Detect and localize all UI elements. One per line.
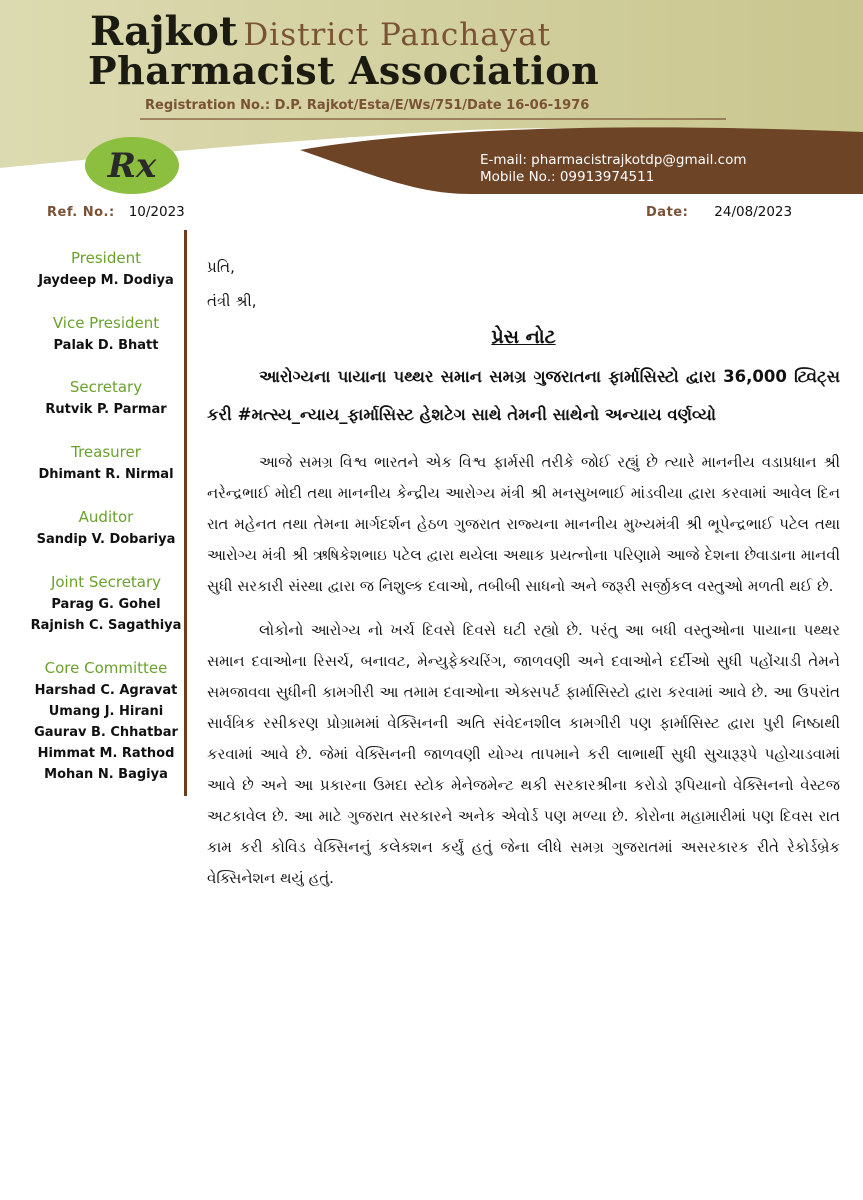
role-title: Vice President	[52, 314, 160, 332]
salutation-to: પ્રતિ,	[207, 258, 235, 276]
role-core-committee	[28, 659, 184, 785]
role-title: Joint Secretary	[50, 573, 162, 591]
role-title: Auditor	[78, 508, 134, 526]
ref-value: 10/2023	[128, 204, 185, 220]
role-president	[28, 249, 184, 291]
rx-logo-text: Rx	[107, 145, 157, 186]
member-name: Umang J. Hirani	[48, 704, 164, 719]
registration-number: Registration No.: D.P. Rajkot/Esta/E/Ws/751/Date 16-06-1976	[145, 98, 590, 113]
role-joint-secretary	[28, 573, 184, 636]
press-note-heading: પ્રેસ નોટ	[491, 326, 556, 348]
contact-info	[480, 152, 747, 186]
ref-number	[47, 204, 185, 220]
member-name: Gaurav B. Chhatbar	[34, 725, 178, 740]
member-name: Sandip V. Dobariya	[36, 532, 176, 547]
title-pharmacist-association: Pharmacist Association	[88, 48, 600, 93]
member-name: Mohan N. Bagiya	[44, 767, 168, 782]
member-name: Dhimant R. Nirmal	[38, 467, 174, 482]
salutation-editor: તંત્રી શ્રી,	[207, 292, 257, 310]
date-label: Date:	[646, 205, 689, 220]
office-bearers-sidebar	[28, 230, 187, 796]
rx-logo	[85, 137, 179, 194]
letter-body	[207, 250, 840, 894]
member-name: Rutvik P. Parmar	[45, 402, 167, 417]
ref-label: Ref. No.:	[47, 205, 115, 220]
role-auditor	[28, 508, 184, 550]
member-name: Himmat M. Rathod	[37, 746, 175, 761]
role-secretary	[28, 378, 184, 420]
title-rajkot: Rajkot	[90, 8, 238, 55]
role-title: Secretary	[69, 378, 143, 396]
member-name: Palak D. Bhatt	[53, 338, 159, 353]
member-name: Rajnish C. Sagathiya	[30, 618, 182, 633]
date-row	[646, 204, 792, 220]
paragraph-2: લોકોનો આરોગ્ય નો ખર્ચ દિવસે દિવસે ઘટી રહ્યો છે. પરંતુ આ બધી વસ્તુઓના પાયાના પથ્થર સમાન દવાઓના રિસર્ચ, બનાવટ, મેન્યુફેક્ચરિંગ, જાળવણી અને દવાઓને દર્દીઓ સુધી પહોંચાડી તેમને સમજાવવા સુધીની કામગીરી આ તમામ દવાઓના એક્સપર્ટ ફાર્માસિસ્ટો દ્વારા કરવામાં આવે છે. આ ઉપરાંત સાર્વત્રિક રસીકરણ પ્રોગ્રામમાં વેક્સિનની અતિ સંવેદનશીલ કામગીરી પણ ફાર્માસિસ્ટ દ્વારા પુરી નિષ્ઠાથી કરવામાં આવે છે. જેમાં વેક્સિનની જાળવણી યોગ્ય તાપમાને કરી લાભાર્થી સુધી સુચારૂરૂપે પહોચાડવામાં આવે છે અને આ પ્રકારના ઉમદા સ્ટોક મેનેજમેન્ટ થકી સરકારશ્રીના કરોડો રૂપિયાનો વેક્સિનનો વેસ્ટજ અટકાવેલ છે. આ માટે ગુજરાત સરકારને અનેક એવોર્ડ પણ મળ્યા છે. કોરોના મહામારીમાં પણ દિવસ રાત કામ કરી કોવિડ વેક્સિનનું કલેક્શન કર્યું હતું જેના લીધે સમગ્ર ગુજરાતમાં અસરકારક રીતે રેકોર્ડબ્રેક વેક્સિનેશન થયું હતું.	[207, 621, 840, 887]
member-name: Harshad C. Agravat	[34, 683, 178, 698]
role-title: Core Committee	[44, 659, 168, 677]
email-text: E-mail: pharmacistrajkotdp@gmail.com	[480, 152, 747, 168]
member-name: Jaydeep M. Dodiya	[38, 273, 174, 288]
role-title: President	[71, 249, 141, 267]
paragraph-1: આજે સમગ્ર વિશ્વ ભારતને એક વિશ્વ ફાર્મસી તરીકે જોઈ રહ્યું છે ત્યારે માનનીય વડાપ્રધાન શ્રી નરેન્દ્રભાઈ મોદી તથા માનનીય કેન્દ્રીય આરોગ્ય મંત્રી શ્રી મનસુખભાઈ માંડવીયા દ્વારા કરવામાં આવેલ દિન રાત મહેનત તથા તેમના માર્ગદર્શન હેઠળ ગુજરાત રાજ્યના માનનીય મુખ્યમંત્રી શ્રી ભૂપેન્દ્રભાઈ પટેલ તથા આરોગ્ય મંત્રી શ્રી ઋષિકેશભાઇ પટેલ દ્વારા થયેલા અથાક પ્રયત્નોના પરિણામે આજે દેશના છેવાડાના માનવી સુધી સરકારી સંસ્થા દ્વારા જ નિશુલ્ક દવાઓ, તબીબી સાધનો અને જરૂરી સર્જીકલ વસ્તુઓ મળતી થઈ છે.	[207, 453, 840, 595]
date-value: 24/08/2023	[714, 204, 793, 220]
title-district-panchayat: District Panchayat	[243, 17, 552, 53]
role-vice-president	[28, 314, 184, 356]
role-treasurer	[28, 443, 184, 485]
mobile-text: Mobile No.: 09913974511	[480, 169, 655, 185]
headline: આરોગ્યના પાયાના પથ્થર સમાન સમગ્ર ગુજરાતના ફાર્માસિસ્ટો દ્વારા 36,000 ટ્વિટ્સ કરી #મત્સ્ય_ન્યાય_ફાર્માસિસ્ટ હેશટેગ સાથે તેમની સાથેનો અન્યાય વર્ણવ્યો	[207, 367, 840, 424]
role-title: Treasurer	[71, 443, 141, 461]
member-name: Parag G. Gohel	[51, 597, 161, 612]
letterhead	[0, 0, 863, 200]
